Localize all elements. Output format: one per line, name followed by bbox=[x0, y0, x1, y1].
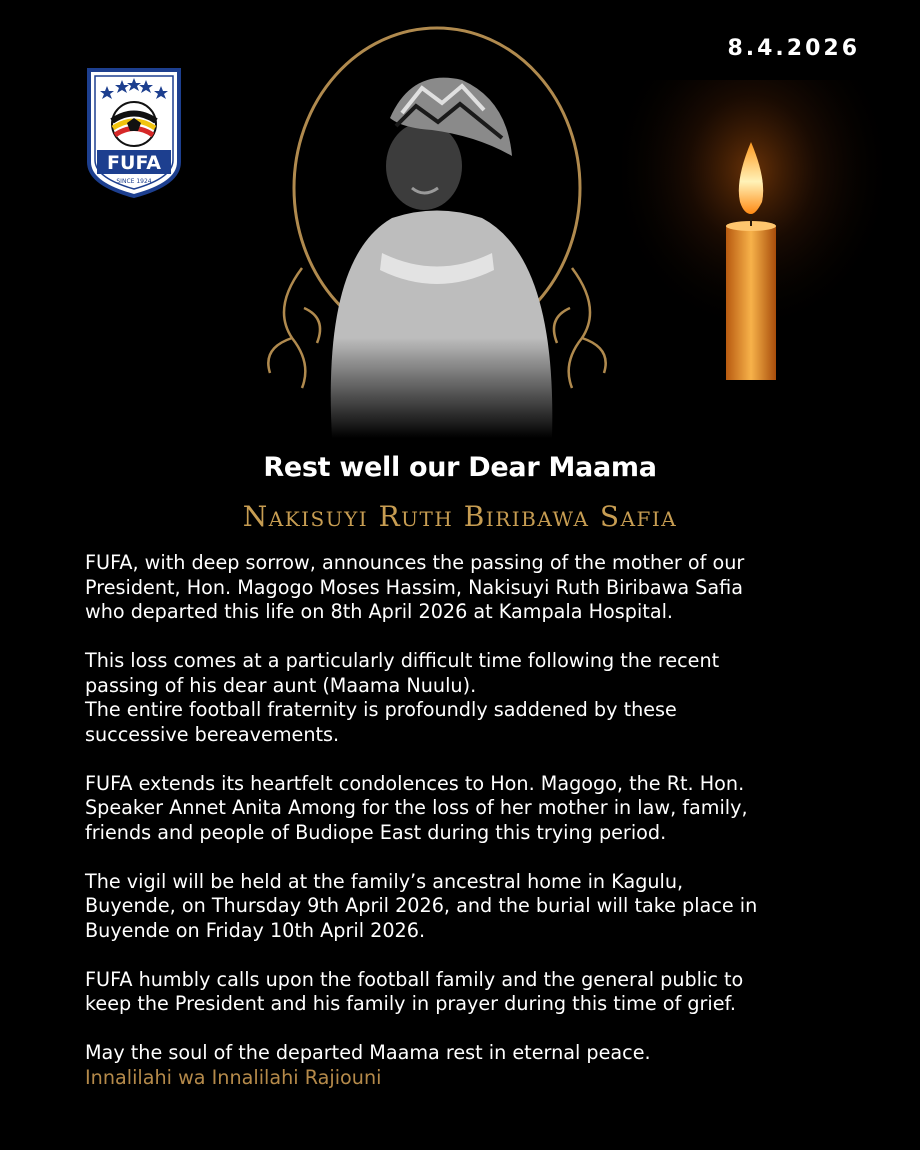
text-line: friends and people of Budiope East during this trying period. bbox=[85, 820, 667, 844]
fufa-crest-icon bbox=[85, 66, 183, 200]
text-line: May the soul of the departed Maama rest in eternal peace. bbox=[85, 1041, 651, 1064]
text-line: This loss comes at a particularly difficult time following the recent bbox=[85, 649, 720, 672]
date-label: 8.4.2026 bbox=[727, 36, 860, 61]
text-line: The vigil will be held at the family’s ancestral home in Kagulu, bbox=[85, 869, 684, 893]
fufa-logo-text: FUFA bbox=[107, 152, 161, 174]
paragraph bbox=[85, 968, 875, 1017]
fufa-since-text: SINCE 1924 bbox=[116, 178, 152, 185]
text-line: President, Hon. Magogo Moses Hassim, Nakisuyi Ruth Biribawa Safia bbox=[85, 575, 743, 599]
candle-icon bbox=[622, 80, 882, 380]
paragraph bbox=[85, 1041, 875, 1090]
announcement-body bbox=[85, 551, 875, 1090]
paragraph bbox=[85, 649, 875, 747]
text-line: keep the President and his family in prayer during this time of grief. bbox=[85, 992, 736, 1015]
text-line: who departed this life on 8th April 2026 at Kampala Hospital. bbox=[85, 600, 674, 623]
text-line: FUFA, with deep sorrow, announces the passing of the mother of our bbox=[85, 551, 745, 574]
text-line: Speaker Annet Anita Among for the loss of her mother in law, family, bbox=[85, 796, 748, 819]
text-line: successive bereavements. bbox=[85, 722, 340, 746]
deceased-name: Nakisuyi Ruth Biribawa Safia bbox=[242, 500, 678, 533]
text-line: passing of his dear aunt (Maama Nuulu). bbox=[85, 673, 477, 697]
text-line: Buyende, on Thursday 9th April 2026, and the burial will take place in bbox=[85, 894, 758, 917]
closing-prayer: Innalilahi wa Innalilahi Rajiouni bbox=[85, 1065, 382, 1089]
portrait-photo bbox=[262, 18, 612, 438]
text-line: FUFA extends its heartfelt condolences to Hon. Magogo, the Rt. Hon. bbox=[85, 771, 745, 795]
text-line: The entire football fraternity is profoundly saddened by these bbox=[85, 698, 677, 721]
text-line: Buyende on Friday 10th April 2026. bbox=[85, 918, 426, 942]
page-title: Rest well our Dear Maama bbox=[263, 452, 657, 483]
text-line: FUFA humbly calls upon the football family and the general public to bbox=[85, 967, 744, 991]
paragraph bbox=[85, 551, 875, 625]
paragraph bbox=[85, 772, 875, 846]
paragraph bbox=[85, 870, 875, 944]
